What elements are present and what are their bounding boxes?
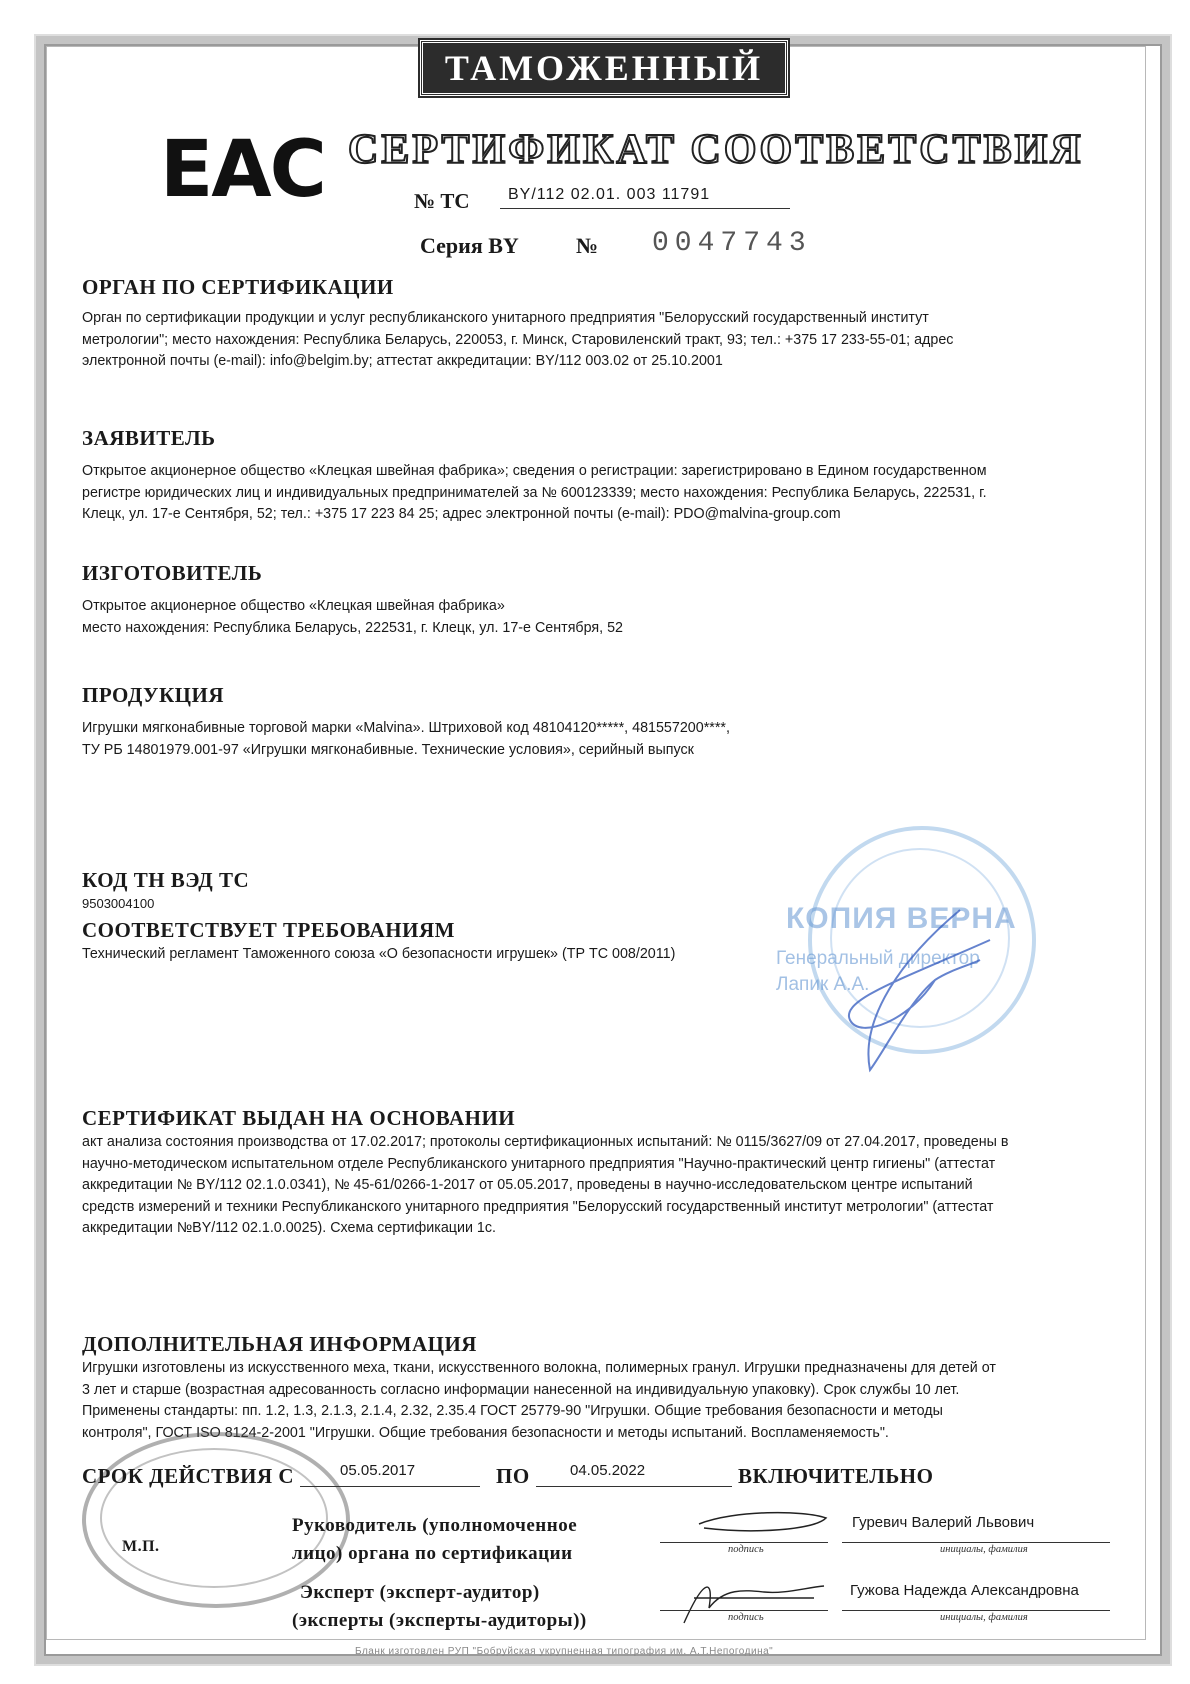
customs-code-heading: КОД ТН ВЭД ТС: [82, 868, 250, 892]
head-name-caption: инициалы, фамилия: [940, 1544, 1028, 1555]
validity-inclusive-label: ВКЛЮЧИТЕЛЬНО: [738, 1464, 934, 1488]
director-name: Лапик А.А.: [776, 974, 870, 995]
expert-name-caption: инициалы, фамилия: [940, 1612, 1028, 1623]
expert-title-line1: Эксперт (эксперт-аудитор): [300, 1582, 540, 1603]
additional-info-line: Применены стандарты: пп. 1.2, 1.3, 2.1.3, 2.1.4, 2.32, 2.35.4 ГОСТ 25779-90 "Игрушки. Общие требования безопасности и методы: [82, 1403, 943, 1419]
issued-basis-heading: СЕРТИФИКАТ ВЫДАН НА ОСНОВАНИИ: [82, 1106, 516, 1130]
product-text: [82, 718, 1122, 761]
certificate-title: СЕРТИФИКАТ СООТВЕТСТВИЯ: [348, 127, 1084, 173]
head-name: Гуревич Валерий Львович: [852, 1514, 1035, 1531]
issued-basis-line: аккредитации № BY/112 02.1.0.0341), № 45-61/0266-1-2017 от 05.05.2017, проведены в научно-исследовательском центре испытаний: [82, 1177, 973, 1193]
expert-title-line2: (эксперты (эксперты-аудиторы)): [292, 1610, 587, 1631]
validity-label: СРОК ДЕЙСТВИЯ С: [82, 1464, 295, 1488]
head-signature-caption: подпись: [728, 1544, 764, 1555]
validity-from-underline: [300, 1486, 480, 1487]
tc-number-underline: [500, 208, 790, 209]
issued-basis-line: аккредитации №BY/112 02.1.0.0025). Схема сертификации 1с.: [82, 1220, 496, 1236]
expert-name-line: [842, 1610, 1110, 1611]
customs-code-value: 9503004100: [82, 896, 155, 911]
form-printer-footer: Бланк изготовлен РУП "Бобруйская укрупненная типография им. А.Т.Непогодина": [355, 1646, 774, 1657]
head-name-line: [842, 1542, 1110, 1543]
head-title-line1: Руководитель (уполномоченное: [292, 1515, 578, 1536]
issued-basis-line: средств измерений и техники Республиканского унитарного предприятия "Белорусский государственный институт метрологии" (аттестат: [82, 1198, 994, 1215]
issued-basis-line: акт анализа состояния производства от 17.02.2017; протоколы сертификационных испытаний: № 0115/3627/09 от 27.04.2017, проведены в: [82, 1134, 1009, 1150]
certification-body-line: Орган по сертификации продукции и услуг республиканского унитарного предприятия "Белорусский государственный институт: [82, 310, 929, 326]
applicant-heading: ЗАЯВИТЕЛЬ: [82, 426, 216, 450]
director-title: Генеральный директор: [776, 948, 980, 969]
product-heading: ПРОДУКЦИЯ: [82, 683, 225, 707]
tc-number: BY/112 02.01. 003 11791: [508, 186, 711, 203]
customs-union-banner: ТАМОЖЕННЫЙ СОЮЗ: [420, 40, 788, 96]
series-label: Серия BY: [420, 233, 519, 258]
certification-body-line: электронной почты (e-mail): info@belgim.by; аттестат аккредитации: BY/112 003.02 от 25.10.2001: [82, 353, 723, 369]
tc-number-label: № ТС: [414, 189, 470, 213]
series-number: 0047743: [652, 228, 812, 259]
series-number-label: №: [576, 233, 599, 258]
additional-info-heading: ДОПОЛНИТЕЛЬНАЯ ИНФОРМАЦИЯ: [82, 1332, 477, 1356]
head-signature-line: [660, 1542, 828, 1543]
applicant-line: регистре юридических лиц и индивидуальных предпринимателей за № 600123339; место нахождения: Республика Беларусь, 222531, г.: [82, 484, 987, 501]
requirements-heading: СООТВЕТСТВУЕТ ТРЕБОВАНИЯМ: [82, 918, 455, 942]
manufacturer-heading: ИЗГОТОВИТЕЛЬ: [82, 561, 263, 585]
certification-body-heading: ОРГАН ПО СЕРТИФИКАЦИИ: [82, 275, 394, 299]
applicant-line: Открытое акционерное общество «Клецкая швейная фабрика»; сведения о регистрации: зарегистрировано в Едином государственном: [82, 463, 987, 479]
head-signature: [694, 1504, 834, 1540]
product-line: ТУ РБ 14801979.001-97 «Игрушки мягконабивные. Технические условия», серийный выпуск: [82, 741, 694, 758]
director-signature: [840, 900, 1000, 1090]
expert-signature-caption: подпись: [728, 1612, 764, 1623]
manufacturer-line: место нахождения: Республика Беларусь, 222531, г. Клецк, ул. 17-е Сентября, 52: [82, 619, 623, 636]
issued-basis-text: [82, 1132, 1122, 1240]
copy-verified-stamp-text: КОПИЯ ВЕРНА: [786, 902, 1017, 935]
certification-body-text: [82, 308, 1122, 373]
additional-info-line: 3 лет и старше (возрастная адресованность согласно информации нанесенной на индивидуальную упаковку). Срок службы 10 лет.: [82, 1381, 960, 1398]
expert-signature-line: [660, 1610, 828, 1611]
product-line: Игрушки мягконабивные торговой марки «Malvina». Штриховой код 48104120*****, 481557200****,: [82, 720, 730, 736]
manufacturer-text: [82, 596, 1122, 639]
applicant-text: [82, 461, 1122, 526]
seal-place-label: М.П.: [122, 1538, 160, 1555]
manufacturer-line: Открытое акционерное общество «Клецкая швейная фабрика»: [82, 598, 505, 614]
validity-from-date: 05.05.2017: [340, 1462, 416, 1479]
applicant-line: Клецк, ул. 17-е Сентября, 52; тел.: +375 17 223 84 25; адрес электронной почты (e-mail): PDO@malvina-group.com: [82, 506, 841, 522]
certification-body-line: метрологии"; место нахождения: Республика Беларусь, 220053, г. Минск, Старовиленский тракт, 93; тел.: +375 17 233-55-01; адрес: [82, 331, 954, 348]
additional-info-text: [82, 1358, 1122, 1444]
validity-to-date: 04.05.2022: [570, 1462, 646, 1479]
validity-to-label: ПО: [496, 1464, 530, 1488]
eac-logo: EAC: [160, 125, 325, 215]
issued-basis-line: научно-методическом испытательном отделе Республиканского унитарного предприятия "Научно-практический центр гигиены" (аттестат: [82, 1155, 996, 1172]
additional-info-line: контроля", ГОСТ ISO 8124-2-2001 "Игрушки. Общие требования безопасности и методы испытаний. Воспламеняемость".: [82, 1424, 889, 1441]
head-title-line2: лицо) органа по сертификации: [292, 1543, 573, 1564]
requirements-line: Технический регламент Таможенного союза «О безопасности игрушек» (ТР ТС 008/2011): [82, 946, 676, 962]
validity-to-underline: [536, 1486, 732, 1487]
expert-name: Гужова Надежда Александровна: [850, 1582, 1079, 1599]
additional-info-line: Игрушки изготовлены из искусственного меха, ткани, искусственного волокна, полимерных гранул. Игрушки предназначены для детей от: [82, 1360, 996, 1376]
